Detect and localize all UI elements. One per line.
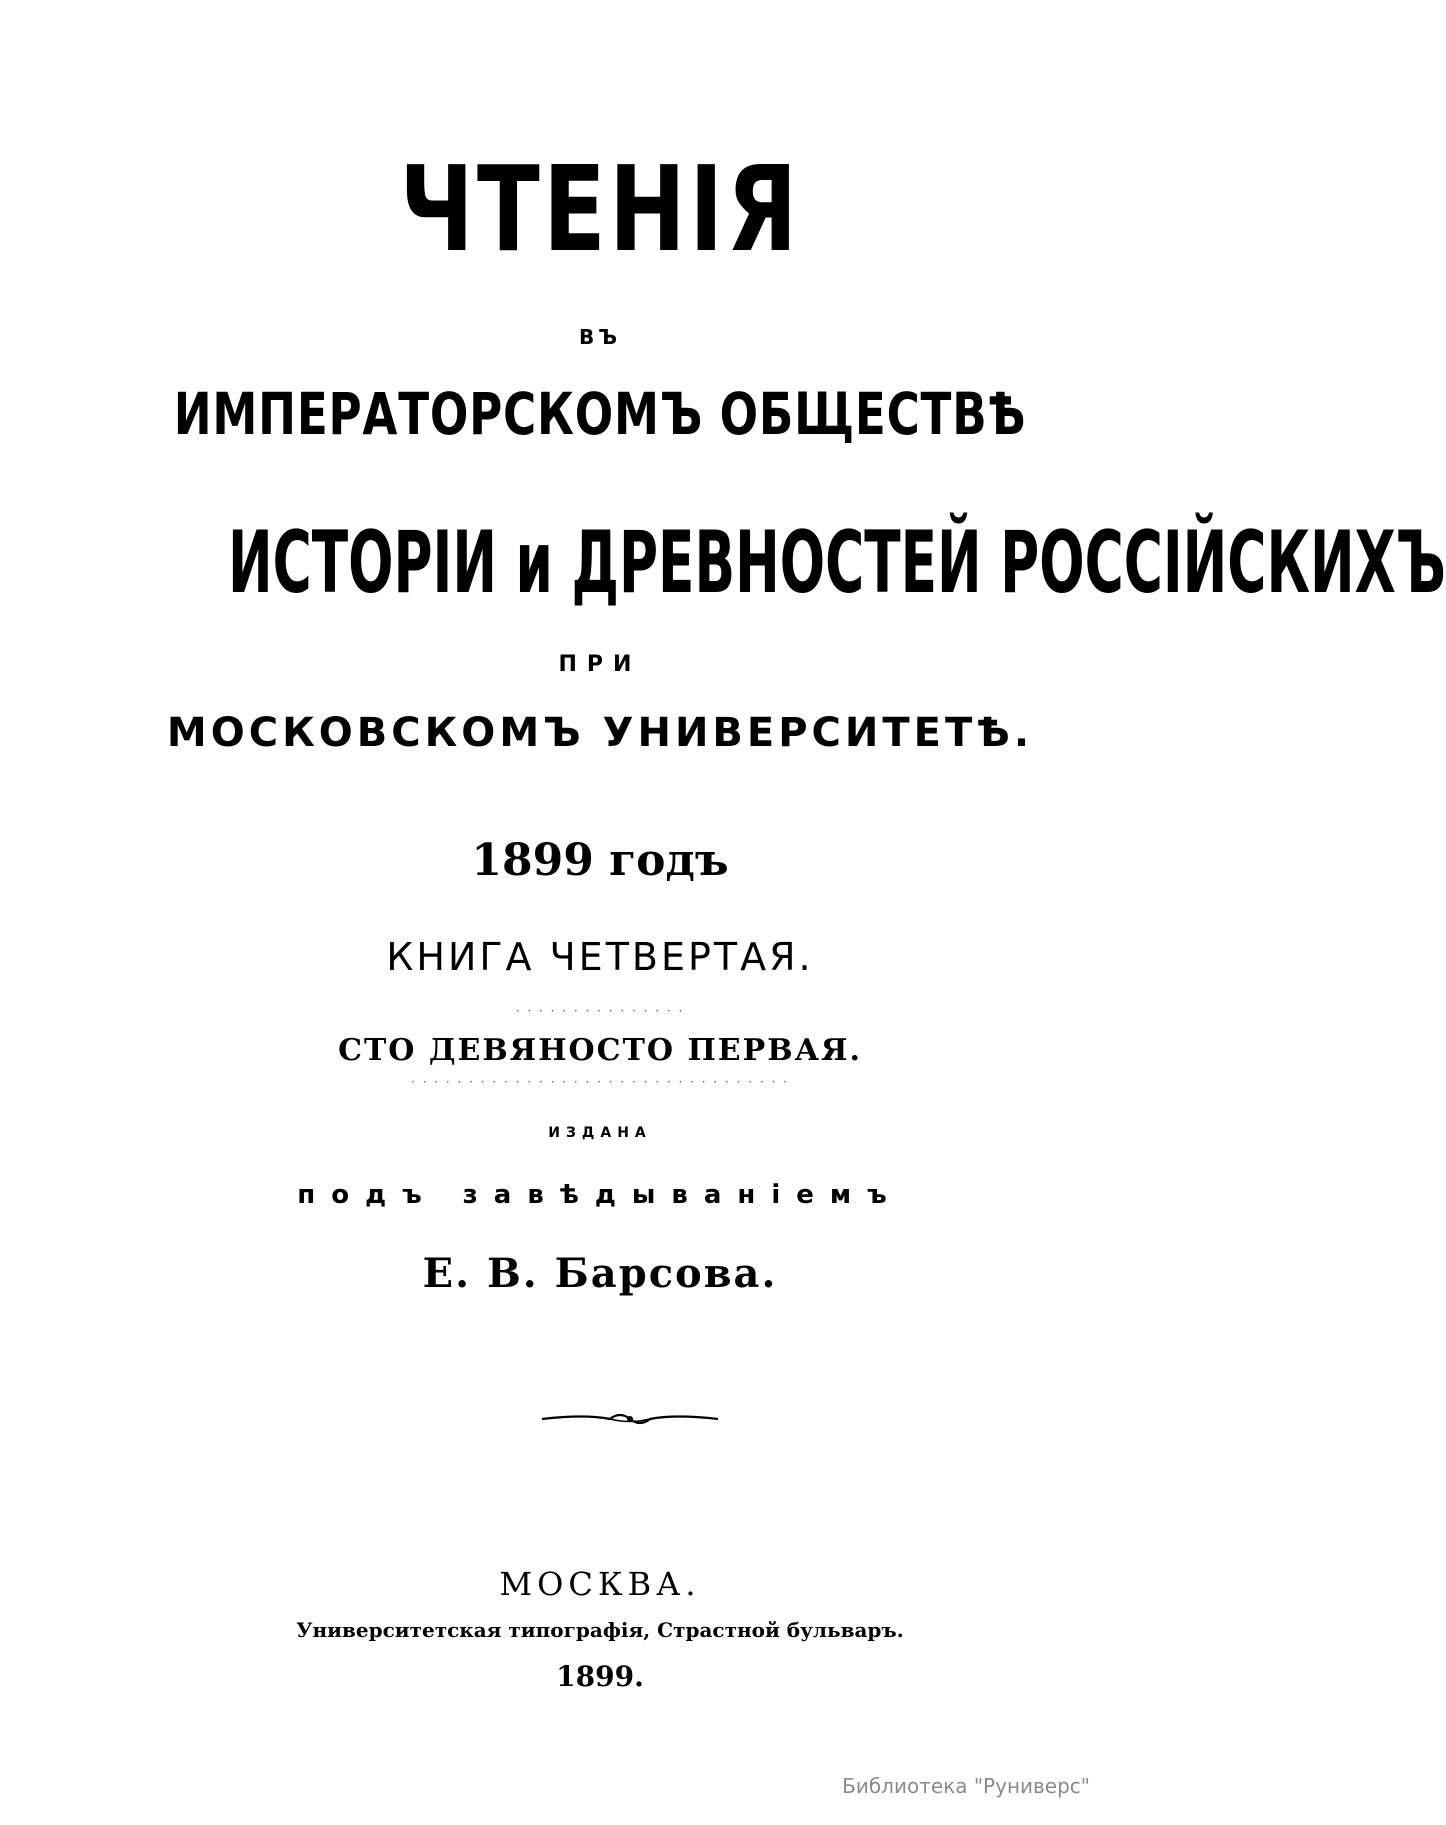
library-watermark: Библиотека "Руниверс" (842, 1774, 1090, 1798)
main-title: ЧТЕНІЯ (399, 140, 801, 278)
dotted-rule-bottom: · · · · · · · · · · · · · · · · · · · · · · · · · · · · · · · · · (411, 1075, 789, 1089)
history-line: ИСТОРІИ и ДРЕВНОСТЕЙ РОССІЙСКИХЪ (228, 513, 1446, 613)
izdana-line: ИЗДАНА (548, 1125, 652, 1141)
pri-line: ПРИ (558, 652, 642, 677)
publication-year: 1899. (556, 1660, 644, 1693)
editor-name: Е. В. Барсова. (422, 1250, 778, 1297)
city-line: МОСКВА. (499, 1565, 701, 1603)
year-line: 1899 годъ (471, 835, 729, 886)
editorship-line: подъ завѣдываніемъ (297, 1180, 903, 1210)
ornament-divider-icon (540, 1408, 720, 1430)
university-line: МОСКОВСКОМЪ УНИВЕРСИТЕТѢ. (166, 710, 1034, 756)
preposition-line: ВЪ (578, 325, 622, 349)
society-line: ИМПЕРАТОРСКОМЪ ОБЩЕСТВѢ (173, 380, 1027, 448)
dotted-rule-top: · · · · · · · · · · · · · · · (515, 1004, 685, 1018)
printer-line: Университетская типографія, Страстной бульваръ. (296, 1618, 904, 1642)
book-number: КНИГА ЧЕТВЕРТАЯ. (386, 935, 814, 979)
volume-number: СТО ДЕВЯНОСТО ПЕРВАЯ. (338, 1033, 862, 1068)
